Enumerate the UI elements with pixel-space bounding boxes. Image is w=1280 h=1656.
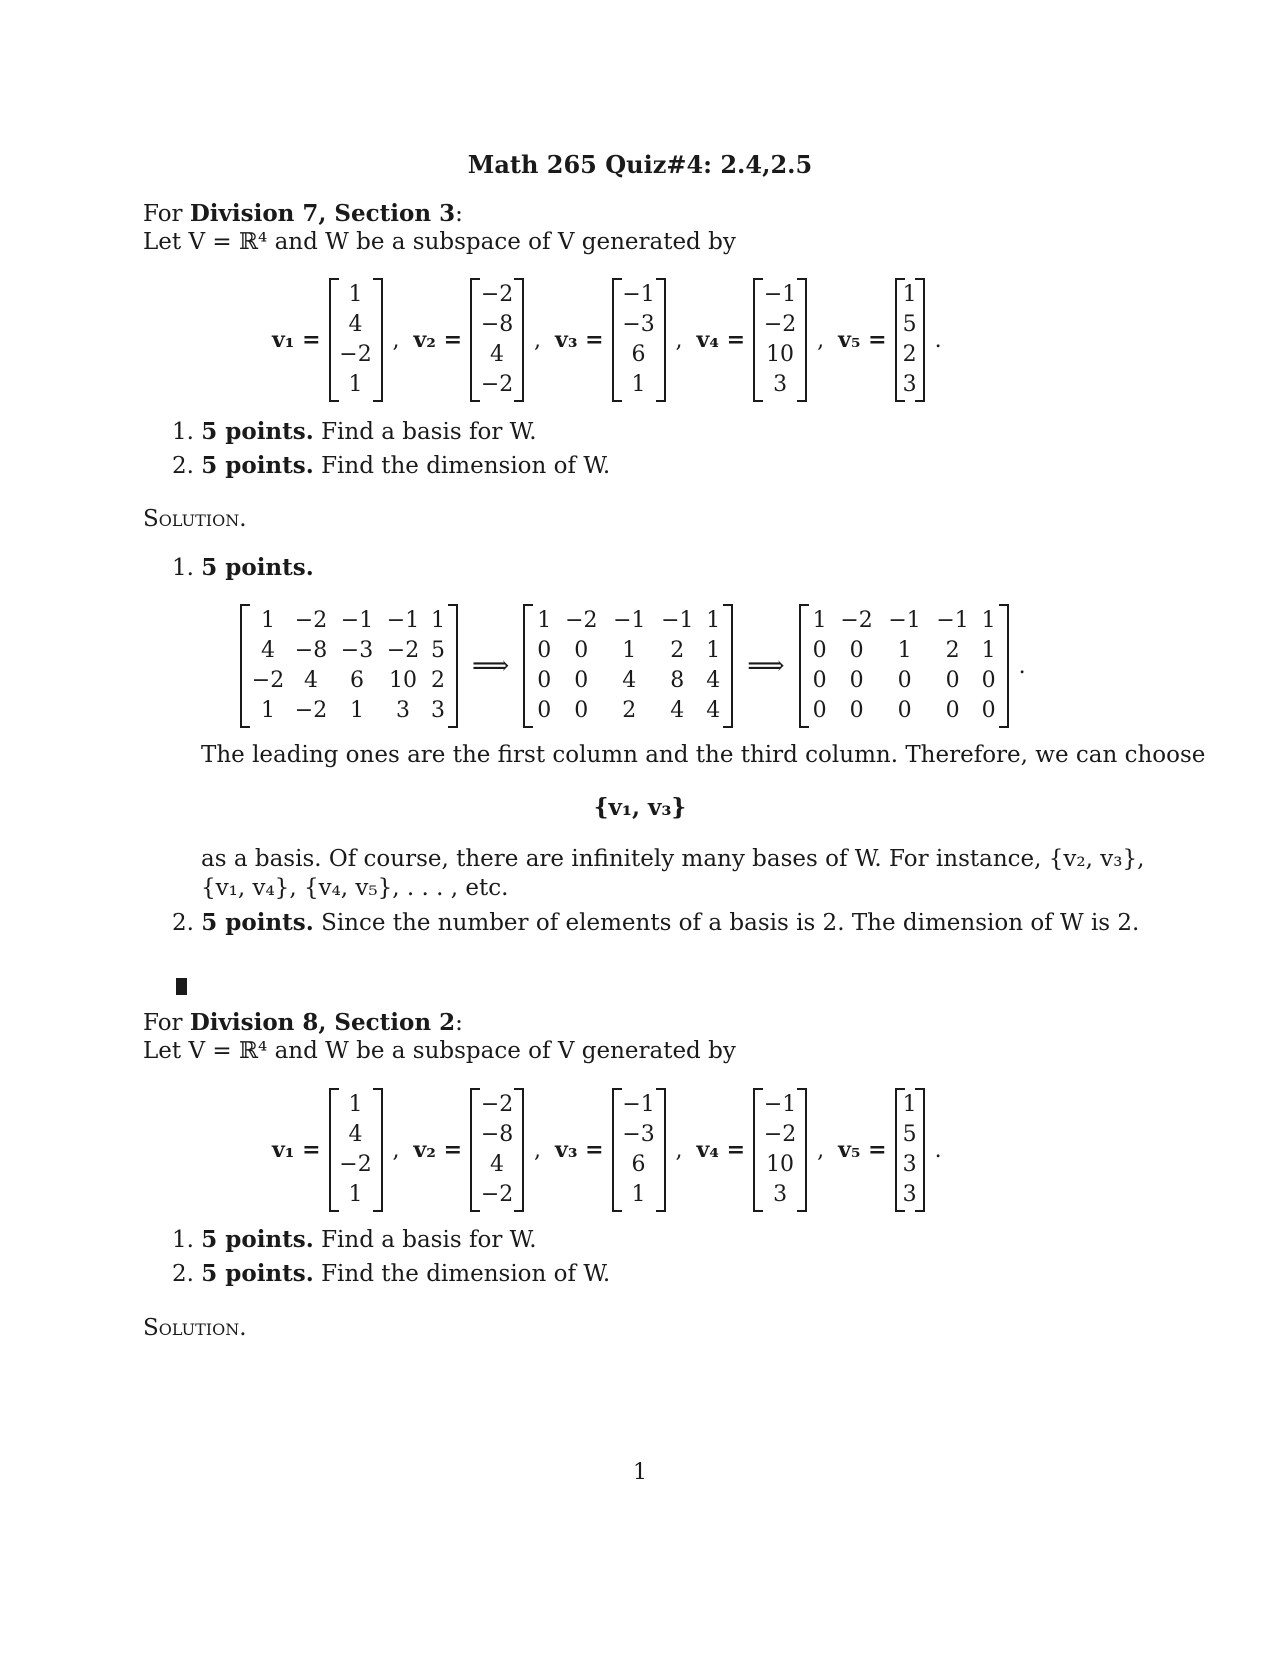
- for-prefix: For: [143, 1010, 190, 1036]
- vector-entry: −8: [480, 1122, 514, 1147]
- matrix-cell: 3: [396, 698, 410, 723]
- vector-label: v₂ =: [413, 1137, 463, 1163]
- vector-entry: 3: [902, 372, 917, 397]
- matrix-cell: 2: [945, 638, 960, 663]
- solution-1-header: [172, 554, 314, 581]
- vector-v1: [329, 278, 383, 402]
- vector-v2: [470, 1088, 524, 1212]
- vector-entry: 3: [773, 372, 788, 397]
- matrix-cell: 1: [350, 698, 364, 723]
- task-number: 2.: [172, 453, 194, 479]
- matrix-cell: 0: [537, 698, 552, 723]
- matrix-cell: 0: [574, 668, 589, 693]
- vector-entry: −1: [763, 1092, 797, 1117]
- matrix-cell: −2: [386, 638, 420, 663]
- task-1: [172, 1226, 537, 1253]
- matrix-cell: 8: [670, 668, 685, 693]
- basis-remark-line-2: {v₁, v₄}, {v₄, v₅}, . . . , etc.: [201, 875, 509, 901]
- vector-entry: 1: [348, 282, 363, 307]
- matrix-cell: 4: [304, 668, 318, 693]
- matrix-cell: 0: [849, 698, 864, 723]
- solution-label: Solution.: [143, 506, 247, 532]
- vector-entry: −2: [339, 342, 372, 367]
- matrix-cell: 2: [431, 668, 445, 693]
- section-2-intro: Let V = ℝ⁴ and W be a subspace of V generated by: [143, 1038, 736, 1064]
- vector-entry: 1: [348, 1092, 363, 1117]
- vector-entry: 4: [490, 1152, 505, 1177]
- matrix-cell: 0: [849, 638, 864, 663]
- task-text: Find the dimension of W.: [321, 1261, 611, 1287]
- matrix-cell: 0: [812, 638, 827, 663]
- task-text: Find the dimension of W.: [321, 453, 611, 479]
- solution-points: 5 points.: [201, 909, 314, 936]
- solution-number: 2.: [172, 910, 194, 936]
- vector-v3: [612, 1088, 666, 1212]
- vector-entry: −2: [763, 1122, 797, 1147]
- section-1-header: [143, 200, 463, 227]
- vector-entry: 5: [902, 1122, 917, 1147]
- matrix-cell: 0: [897, 668, 912, 693]
- vector-entry: −2: [480, 1092, 514, 1117]
- vector-entry: 4: [490, 342, 505, 367]
- matrix-cell: 4: [261, 638, 275, 663]
- matrix-cell: −1: [936, 608, 969, 633]
- vector-entry: −3: [622, 312, 655, 337]
- matrix-cell: 2: [622, 698, 637, 723]
- vector-label: v₁ =: [272, 1137, 321, 1163]
- matrix-step-1: [523, 604, 733, 728]
- matrix-cell: 0: [945, 698, 960, 723]
- matrix-cell: 0: [574, 638, 589, 663]
- vector-entry: 1: [348, 372, 363, 397]
- matrix-cell: 4: [670, 698, 685, 723]
- matrix-cell: −1: [340, 608, 374, 633]
- vector-entry: 10: [766, 1152, 795, 1177]
- task-text: Find a basis for W.: [321, 419, 537, 445]
- division-label: Division 8, Section 2: [189, 1009, 456, 1036]
- vector-entry: −3: [622, 1122, 655, 1147]
- section-1-vectors: v₁ = 1 4 −2 1 , v₂ = −2 −8 4 −2 , v₃ = −1 −3 6 1 , v₄ = −1 −2 10 3 , v₅ = 1 5 2 3 .: [272, 278, 942, 402]
- section-2-header: [143, 1009, 463, 1036]
- matrix-cell: 0: [849, 668, 864, 693]
- solution-label: Solution.: [143, 1315, 247, 1341]
- matrix-cell: 4: [706, 698, 721, 723]
- task-number: 1.: [172, 1227, 194, 1253]
- task-points: 5 points.: [201, 452, 314, 479]
- vector-label: v₄ =: [696, 1137, 746, 1163]
- vector-entry: −1: [622, 282, 655, 307]
- matrix-cell: 1: [812, 608, 827, 633]
- vector-entry: 1: [902, 1092, 917, 1117]
- division-label: Division 7, Section 3: [189, 200, 456, 227]
- row-reduction: 1 −2 −1 −1 1 4 −8 −3 −2 5 −2 4 6 10 2 1 −2 1 3 3 ⟹ 1 −2 −1 −1 1 0 0 1 2 1 0 0 4 8 4 0 0 2 4 4 ⟹ 1 −2 −1 −1 1 0 0 1 2 1 0 0 0 0 0 0 0 0 0 0 .: [240, 604, 1026, 728]
- matrix-cell: −3: [340, 638, 374, 663]
- matrix-cell: 0: [537, 638, 552, 663]
- page-title: Math 265 Quiz#4: 2.4,2.5: [467, 150, 813, 179]
- vector-entry: −2: [763, 312, 797, 337]
- colon: :: [455, 1010, 463, 1036]
- vector-v1: [329, 1088, 383, 1212]
- matrix-cell: 0: [981, 668, 996, 693]
- matrix-cell: 4: [622, 668, 637, 693]
- vector-label: v₅ =: [838, 1137, 887, 1163]
- matrix-cell: 0: [812, 698, 827, 723]
- task-points: 5 points.: [201, 418, 314, 445]
- matrix-cell: 0: [574, 698, 589, 723]
- matrix-cell: 1: [897, 638, 912, 663]
- matrix-cell: 0: [945, 668, 960, 693]
- matrix-cell: 10: [389, 668, 417, 693]
- matrix-cell: 1: [261, 608, 275, 633]
- qed-square-icon: [176, 978, 187, 995]
- matrix-cell: 0: [812, 668, 827, 693]
- matrix-cell: 5: [431, 638, 445, 663]
- task-points: 5 points.: [201, 1226, 314, 1253]
- implies-arrow: ⟹: [747, 651, 785, 681]
- colon: :: [455, 201, 463, 227]
- solution-text: Since the number of elements of a basis is 2. The dimension of W is 2.: [321, 910, 1140, 936]
- vector-label: v₃ =: [555, 327, 604, 353]
- matrix-cell: −8: [294, 638, 328, 663]
- explanation-text: The leading ones are the first column and the third column. Therefore, we can choose: [201, 742, 1206, 768]
- vector-entry: 10: [766, 342, 795, 367]
- matrix-cell: 1: [431, 608, 445, 633]
- matrix-cell: 1: [261, 698, 275, 723]
- matrix-cell: −2: [251, 668, 285, 693]
- matrix-cell: 0: [537, 668, 552, 693]
- matrix-cell: −2: [294, 608, 328, 633]
- matrix-cell: −1: [661, 608, 694, 633]
- matrix-cell: 6: [350, 668, 364, 693]
- matrix-reduced: [799, 604, 1009, 728]
- matrix-cell: −2: [294, 698, 328, 723]
- matrix-cell: 4: [706, 668, 721, 693]
- vector-entry: −2: [480, 282, 514, 307]
- vector-label: v₄ =: [696, 327, 746, 353]
- vector-v5: [895, 1088, 925, 1212]
- vector-entry: 3: [773, 1182, 788, 1207]
- task-number: 1.: [172, 419, 194, 445]
- task-2: [172, 1260, 610, 1287]
- vector-entry: 6: [631, 342, 646, 367]
- vector-entry: 3: [902, 1182, 917, 1207]
- vector-entry: −1: [622, 1092, 655, 1117]
- vector-entry: 2: [902, 342, 917, 367]
- solution-number: 1.: [172, 555, 194, 581]
- for-prefix: For: [143, 201, 190, 227]
- matrix-cell: −2: [840, 608, 873, 633]
- vector-entry: 4: [348, 1122, 363, 1147]
- vector-label: v₃ =: [555, 1137, 604, 1163]
- vector-label: v₂ =: [413, 327, 463, 353]
- matrix-cell: 0: [981, 698, 996, 723]
- vector-entry: −2: [480, 372, 514, 397]
- implies-arrow: ⟹: [472, 651, 510, 681]
- task-1: [172, 418, 537, 445]
- section-1-intro: Let V = ℝ⁴ and W be a subspace of V generated by: [143, 229, 736, 255]
- vector-v5: [895, 278, 925, 402]
- page-number: 1: [633, 1460, 647, 1485]
- basis-remark-line-1: as a basis. Of course, there are infinitely many bases of W. For instance, {v₂, v₃},: [201, 846, 1145, 872]
- matrix-cell: 1: [537, 608, 552, 633]
- vector-entry: 6: [631, 1152, 646, 1177]
- matrix-cell: 1: [706, 638, 721, 663]
- matrix-cell: 2: [670, 638, 685, 663]
- vector-entry: 1: [902, 282, 917, 307]
- matrix-cell: 1: [622, 638, 637, 663]
- vector-entry: −8: [480, 312, 514, 337]
- matrix-cell: −1: [386, 608, 420, 633]
- vector-label: v₁ =: [272, 327, 321, 353]
- matrix-cell: −1: [613, 608, 646, 633]
- matrix-cell: −1: [888, 608, 921, 633]
- task-number: 2.: [172, 1261, 194, 1287]
- matrix-cell: 1: [981, 608, 996, 633]
- matrix-cell: 0: [897, 698, 912, 723]
- task-points: 5 points.: [201, 1260, 314, 1287]
- vector-entry: 1: [348, 1182, 363, 1207]
- vector-entry: 4: [348, 312, 363, 337]
- vector-entry: −2: [480, 1182, 514, 1207]
- vector-entry: 1: [631, 1182, 646, 1207]
- vector-entry: 5: [902, 312, 917, 337]
- matrix-cell: 1: [706, 608, 721, 633]
- section-2-vectors: v₁ = 1 4 −2 1 , v₂ = −2 −8 4 −2 , v₃ = −1 −3 6 1 , v₄ = −1 −2 10 3 , v₅ = 1 5 3 3 .: [272, 1088, 942, 1212]
- vector-v4: [753, 278, 807, 402]
- vector-v4: [753, 1088, 807, 1212]
- solution-points: 5 points.: [201, 554, 314, 581]
- vector-entry: −1: [763, 282, 797, 307]
- vector-label: v₅ =: [838, 327, 887, 353]
- solution-2: [172, 909, 1139, 936]
- matrix-cell: −2: [565, 608, 598, 633]
- matrix-original: [240, 604, 458, 728]
- task-text: Find a basis for W.: [321, 1227, 537, 1253]
- vector-entry: 3: [902, 1152, 917, 1177]
- basis-set: {v₁, v₃}: [593, 794, 687, 821]
- vector-entry: −2: [339, 1152, 372, 1177]
- task-2: [172, 452, 610, 479]
- matrix-cell: 1: [981, 638, 996, 663]
- vector-v2: [470, 278, 524, 402]
- vector-entry: 1: [631, 372, 646, 397]
- matrix-cell: 3: [431, 698, 445, 723]
- vector-v3: [612, 278, 666, 402]
